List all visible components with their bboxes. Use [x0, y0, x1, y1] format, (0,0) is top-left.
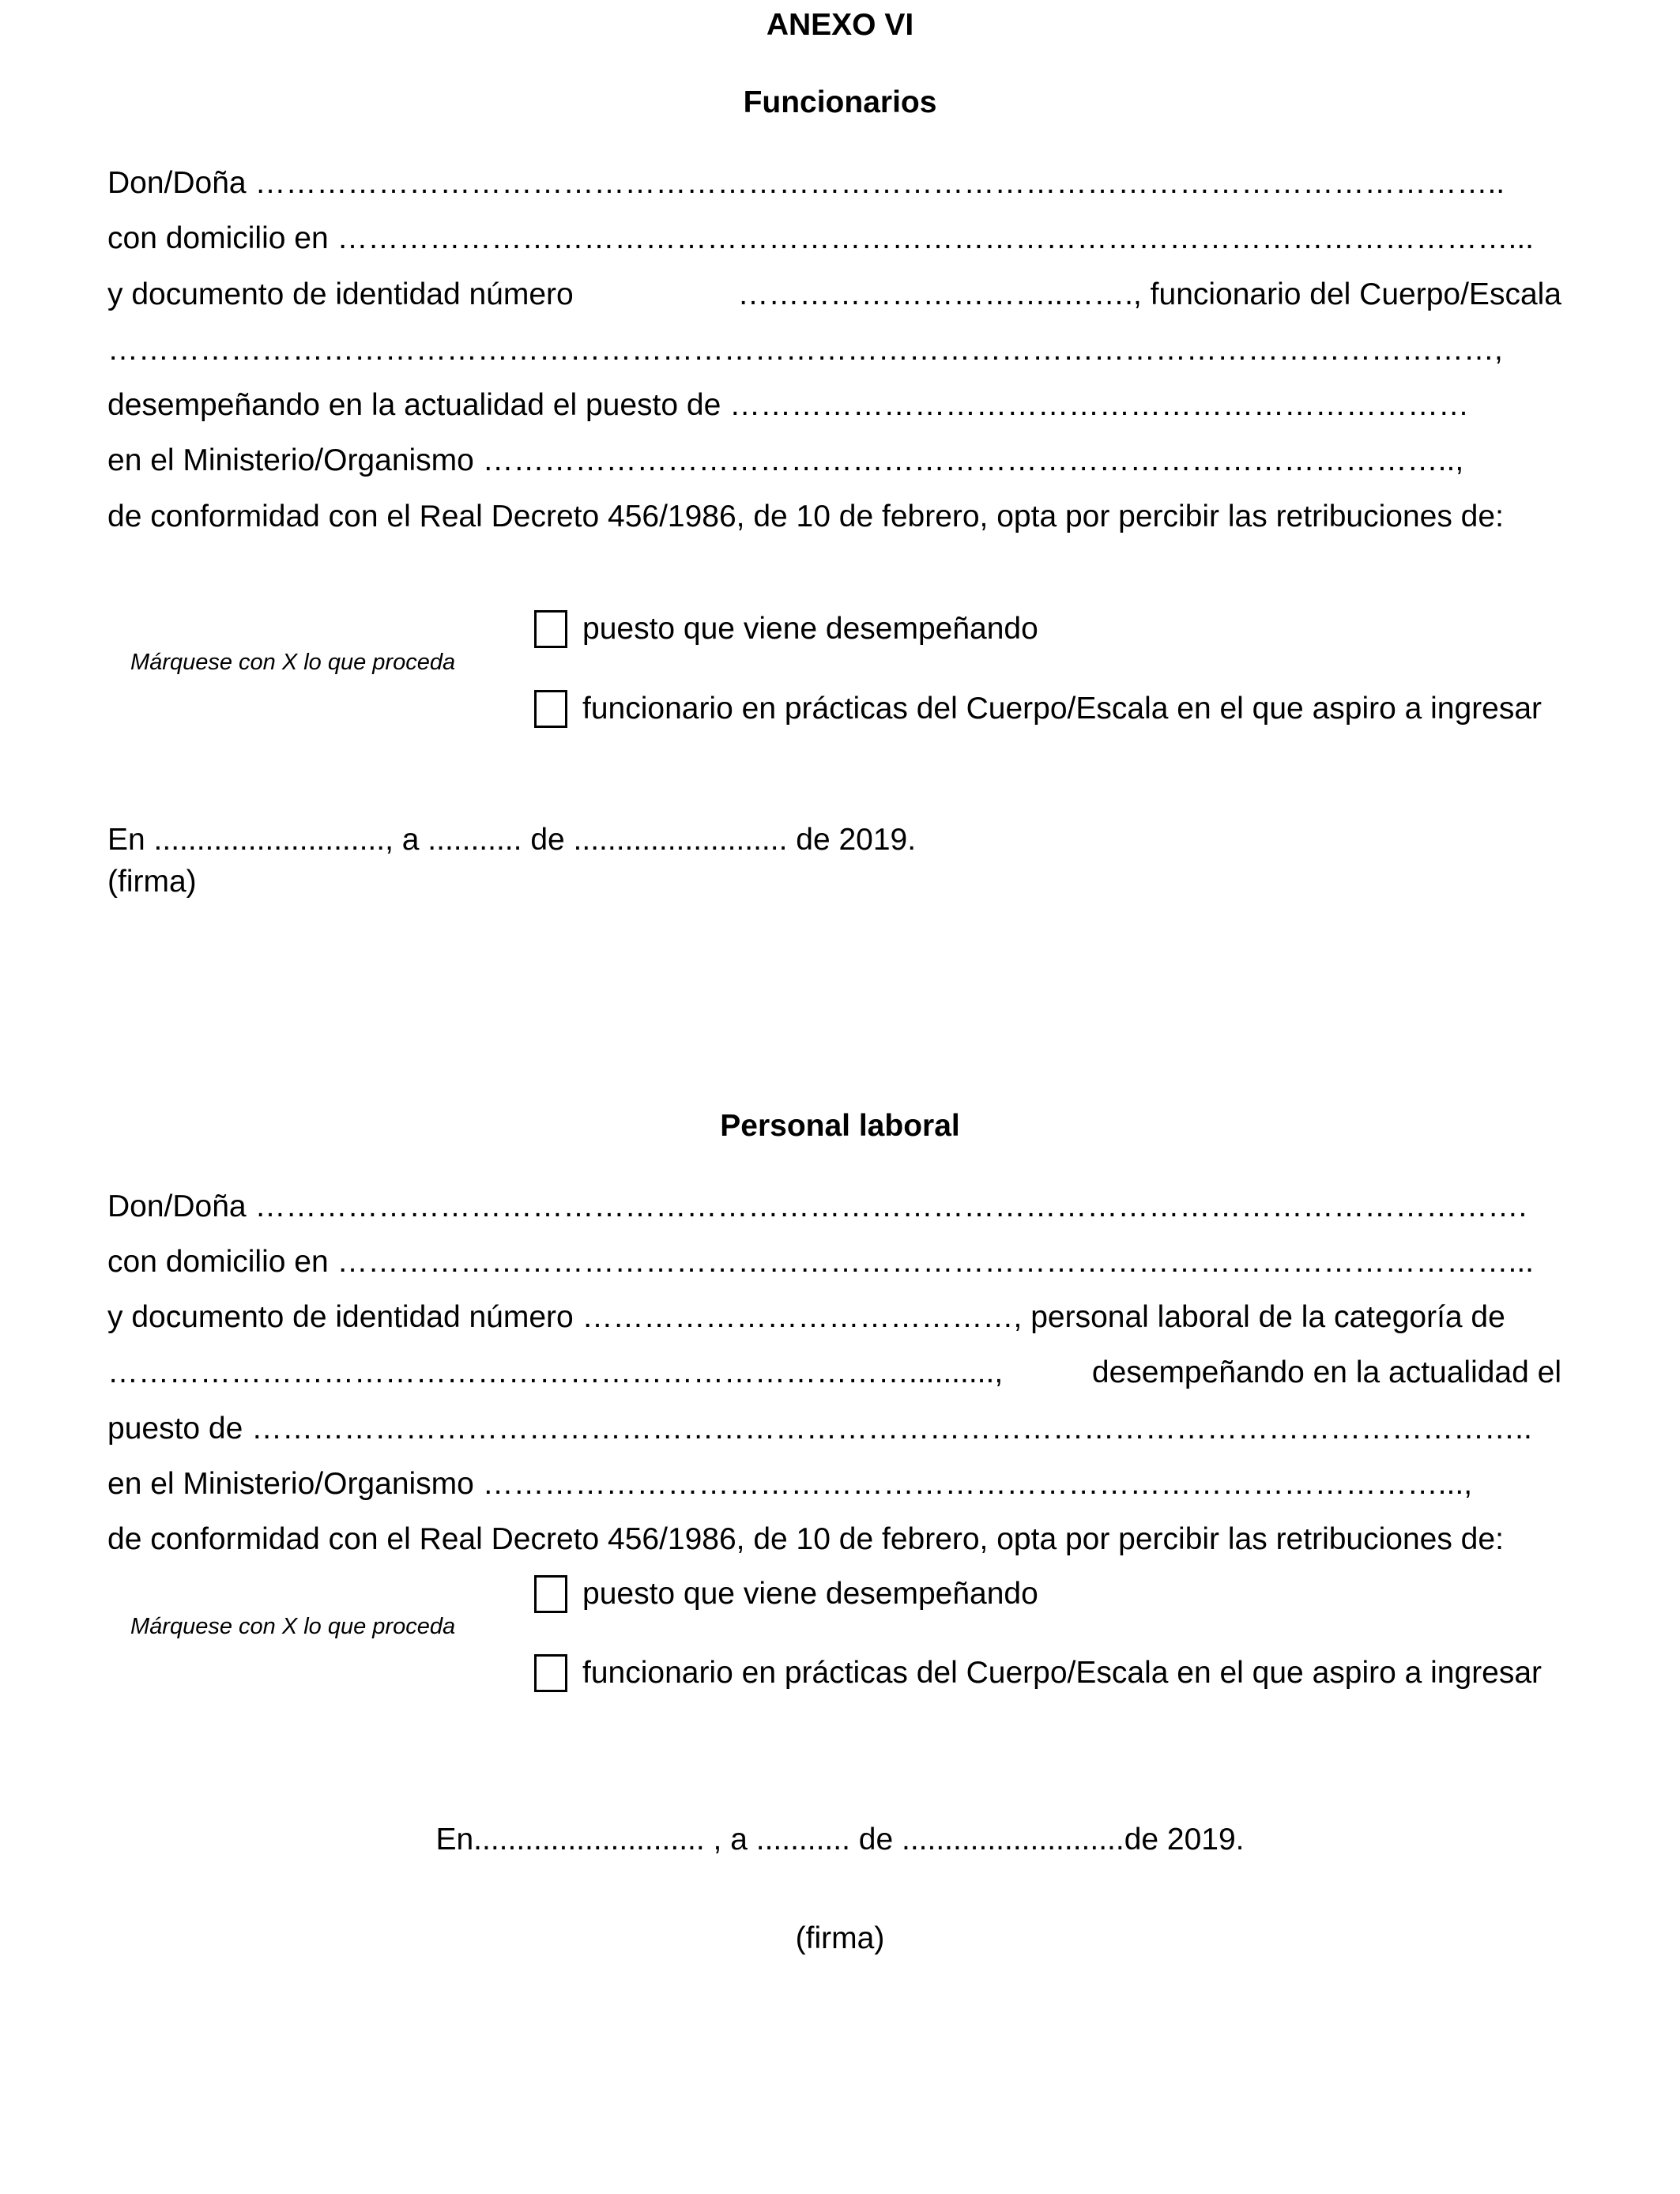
laboral-line-categoria [107, 1355, 1561, 1391]
annex-title: ANEXO VI [766, 8, 914, 42]
funcionarios-option2-checkbox[interactable] [534, 690, 567, 728]
funcionarios-date-line: En ..........................., a ........... de ......................... de 2019. [107, 823, 917, 857]
laboral-option2-label: funcionario en prácticas del Cuerpo/Escala en el que aspiro a ingresar [582, 1656, 1543, 1690]
laboral-line-address: con domicilio en ……………………………………………………………………………………………………... [107, 1245, 1534, 1279]
laboral-option2-checkbox[interactable] [534, 1654, 567, 1692]
laboral-desempenando-label: desempeñando en la actualidad el [1091, 1355, 1561, 1389]
funcionarios-option1-checkbox[interactable] [534, 610, 567, 648]
funcionarios-line-puesto: desempeñando en la actualidad el puesto de ……………………………………………………………… [107, 388, 1470, 422]
laboral-categoria-blank: …………………………………………………………………….........., [107, 1355, 1004, 1389]
funcionarios-id-label: y documento de identidad número [107, 277, 574, 311]
laboral-line-conformidad: de conformidad con el Real Decreto 456/1986, de 10 de febrero, opta por percibir las retribuciones de: [107, 1522, 1504, 1556]
laboral-line-name: Don/Doña ……………………………………………………………………………………………………………. [107, 1189, 1527, 1223]
funcionarios-line-id [107, 277, 1561, 313]
funcionarios-mark-note: Márquese con X lo que proceda [130, 650, 456, 675]
laboral-signature-label: (firma) [795, 1921, 885, 1955]
funcionarios-option2-label: funcionario en prácticas del Cuerpo/Escala en el que aspiro a ingresar [582, 692, 1543, 726]
laboral-line-id: y documento de identidad número ……………………………………, personal laboral de la categoría de [107, 1300, 1505, 1334]
section-title-laboral: Personal laboral [720, 1109, 960, 1143]
laboral-option1-checkbox[interactable] [534, 1575, 567, 1613]
funcionarios-line-cuerpo: ………………………………………………………………………………………………………………………, [107, 333, 1503, 367]
laboral-date-line: En........................... , a ........... de ..........................de 2019. [435, 1823, 1245, 1857]
laboral-mark-note: Márquese con X lo que proceda [130, 1614, 456, 1639]
funcionarios-line-name: Don/Doña ………………………………………………………………………………………………………….. [107, 166, 1505, 200]
laboral-line-ministerio: en el Ministerio/Organismo …………………………………………………………………………………..., [107, 1467, 1473, 1501]
laboral-option1-label: puesto que viene desempeñando [582, 1577, 1038, 1611]
funcionarios-line-ministerio: en el Ministerio/Organismo ………………………………………………………………………………….., [107, 443, 1464, 477]
funcionarios-signature-label: (firma) [107, 865, 197, 899]
section-title-funcionarios: Funcionarios [743, 85, 937, 119]
funcionarios-line-address: con domicilio en ……………………………………………………………………………………………………... [107, 221, 1534, 255]
laboral-line-puesto: puesto de …………………………………………………………………………………………………………….. [107, 1412, 1532, 1446]
funcionarios-id-blank: …………………………..……., funcionario del Cuerpo/Escala [737, 277, 1561, 311]
funcionarios-option1-label: puesto que viene desempeñando [582, 612, 1038, 646]
funcionarios-line-conformidad: de conformidad con el Real Decreto 456/1986, de 10 de febrero, opta por percibir las retribuciones de: [107, 499, 1504, 533]
